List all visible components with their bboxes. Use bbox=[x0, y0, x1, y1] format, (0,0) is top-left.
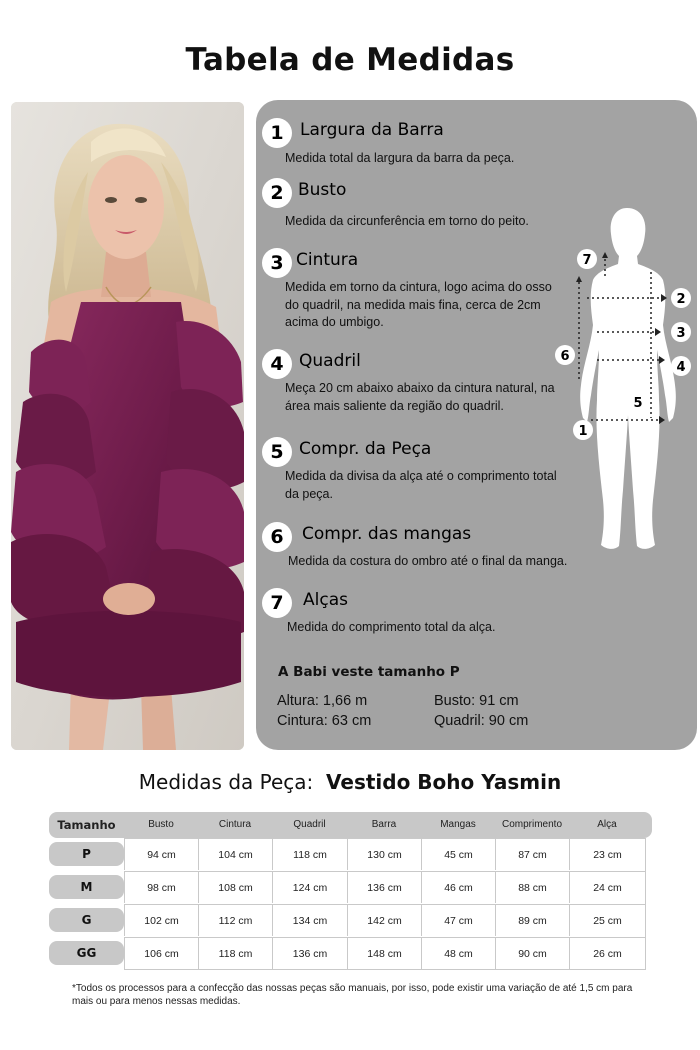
number-badge: 4 bbox=[262, 349, 292, 379]
model-altura: Altura: 1,66 m bbox=[277, 693, 368, 709]
guide-item-title: Quadril bbox=[299, 351, 361, 371]
table-cell: 112 cm bbox=[198, 904, 272, 936]
guide-item-title: Compr. das mangas bbox=[302, 524, 472, 544]
guide-item-title: Cintura bbox=[296, 250, 359, 270]
table-cell: 47 cm bbox=[421, 904, 495, 936]
table-cell: 136 cm bbox=[272, 937, 347, 969]
footnote: *Todos os processos para a confecção das nossas peças são manuais, por isso, pode existir uma variação de até 1,5 cm para mais ou para menos nessas medidas. bbox=[72, 983, 633, 1007]
table-border-right bbox=[645, 838, 646, 970]
table-cell: 136 cm bbox=[347, 871, 421, 903]
body-measurement-figure bbox=[545, 200, 695, 565]
model-photo bbox=[11, 102, 244, 750]
table-row bbox=[49, 871, 652, 901]
column-header: Alça bbox=[597, 819, 617, 830]
table-cell: 124 cm bbox=[272, 871, 347, 903]
table-cell: 148 cm bbox=[347, 937, 421, 969]
table-cell: 134 cm bbox=[272, 904, 347, 936]
guide-item-description: Medida da costura do ombro até o final da manga. bbox=[288, 554, 568, 568]
table-cell: 48 cm bbox=[421, 937, 495, 969]
number-badge: 2 bbox=[262, 178, 292, 208]
model-size-heading: A Babi veste tamanho P bbox=[278, 664, 460, 680]
table-border-bottom bbox=[124, 969, 645, 970]
number-badge: 1 bbox=[262, 118, 292, 148]
table-cell: 142 cm bbox=[347, 904, 421, 936]
size-label: M bbox=[49, 875, 124, 899]
table-cell: 106 cm bbox=[124, 937, 198, 969]
guide-item-description: Medida total da largura da barra da peça. bbox=[285, 151, 515, 165]
table-cell: 94 cm bbox=[124, 838, 198, 870]
table-row bbox=[49, 937, 652, 967]
figure-label-2: 2 bbox=[676, 292, 686, 307]
table-cell: 89 cm bbox=[495, 904, 569, 936]
size-label: G bbox=[49, 908, 124, 932]
guide-item-description: Medida do comprimento total da alça. bbox=[287, 620, 496, 634]
table-cell: 25 cm bbox=[569, 904, 645, 936]
column-header: Cintura bbox=[218, 819, 252, 830]
guide-item-description: Medida da divisa da alça até o comprimento total da peça. bbox=[285, 469, 557, 501]
page-title: Tabela de Medidas bbox=[185, 42, 515, 78]
guide-item-title: Busto bbox=[298, 180, 347, 200]
table-cell: 24 cm bbox=[569, 871, 645, 903]
model-cintura: Cintura: 63 cm bbox=[277, 713, 372, 729]
column-header: Quadril bbox=[293, 819, 326, 830]
table-cell: 104 cm bbox=[198, 838, 272, 870]
figure-number-labels bbox=[545, 200, 695, 565]
product-name: Vestido Boho Yasmin bbox=[326, 770, 562, 794]
table-cell: 98 cm bbox=[124, 871, 198, 903]
column-header: Comprimento bbox=[501, 819, 563, 830]
model-busto: Busto: 91 cm bbox=[434, 693, 519, 709]
table-cell: 90 cm bbox=[495, 937, 569, 969]
product-heading-prefix: Medidas da Peça: bbox=[138, 770, 314, 794]
figure-label-6: 6 bbox=[560, 349, 570, 364]
table-cell: 88 cm bbox=[495, 871, 569, 903]
model-quadril: Quadril: 90 cm bbox=[434, 713, 529, 729]
table-cell: 108 cm bbox=[198, 871, 272, 903]
model-photo-illustration bbox=[11, 102, 244, 750]
guide-item-description: Medida em torno da cintura, logo acima do osso do quadril, na medida mais fina, cerca de 2cm acima do umbigo. bbox=[285, 280, 552, 329]
size-label: GG bbox=[49, 941, 124, 965]
product-heading bbox=[0, 770, 700, 794]
column-header: Barra bbox=[371, 819, 397, 830]
number-badge: 5 bbox=[262, 437, 292, 467]
figure-label-7: 7 bbox=[582, 253, 592, 268]
column-header: Busto bbox=[148, 819, 174, 830]
figure-label-5: 5 bbox=[633, 396, 643, 411]
figure-label-1: 1 bbox=[578, 424, 588, 439]
table-cell: 46 cm bbox=[421, 871, 495, 903]
guide-item-description: Meça 20 cm abaixo abaixo da cintura natural, na área mais saliente da região do quadril. bbox=[285, 381, 555, 413]
figure-label-3: 3 bbox=[676, 326, 686, 341]
table-cell: 102 cm bbox=[124, 904, 198, 936]
column-header: Mangas bbox=[440, 819, 476, 830]
table-row bbox=[49, 904, 652, 934]
table-cell: 23 cm bbox=[569, 838, 645, 870]
size-table-header bbox=[49, 812, 652, 838]
table-cell: 130 cm bbox=[347, 838, 421, 870]
table-cell: 45 cm bbox=[421, 838, 495, 870]
table-row bbox=[49, 838, 652, 868]
table-cell: 87 cm bbox=[495, 838, 569, 870]
guide-item-title: Compr. da Peça bbox=[299, 439, 432, 459]
number-badge: 7 bbox=[262, 588, 292, 618]
number-badge: 6 bbox=[262, 522, 292, 552]
size-label: P bbox=[49, 842, 124, 866]
column-header: Tamanho bbox=[57, 818, 116, 832]
table-cell: 118 cm bbox=[272, 838, 347, 870]
table-cell: 26 cm bbox=[569, 937, 645, 969]
guide-item-title: Largura da Barra bbox=[300, 120, 444, 140]
table-cell: 118 cm bbox=[198, 937, 272, 969]
guide-item-description: Medida da circunferência em torno do peito. bbox=[285, 214, 529, 228]
guide-item-title: Alças bbox=[303, 590, 348, 610]
number-badge: 3 bbox=[262, 248, 292, 278]
figure-label-4: 4 bbox=[676, 360, 686, 375]
